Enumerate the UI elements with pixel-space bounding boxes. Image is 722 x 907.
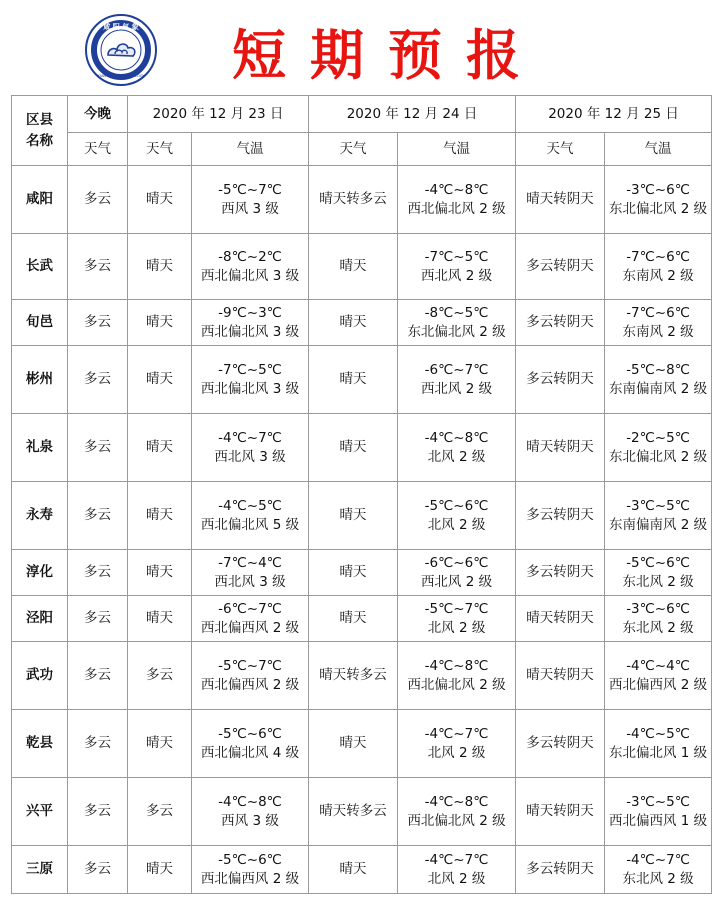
d2-weather: 晴天转多云 [309, 166, 398, 234]
d3-temp-wind [605, 596, 712, 642]
county-name: 彬州 [12, 346, 68, 414]
temperature-range: -7℃~5℃ [218, 361, 282, 378]
d2-weather: 晴天 [309, 482, 398, 550]
temperature-range: -4℃~8℃ [424, 793, 489, 810]
wind-level: 东南风 2 级 [622, 267, 694, 284]
d1-weather: 晴天 [128, 346, 192, 414]
county-name: 泾阳 [12, 596, 68, 642]
d2-weather: 晴天 [309, 300, 398, 346]
d3-temp-header: 气温 [605, 133, 712, 166]
wind-level: 东北偏北风 1 级 [608, 744, 708, 761]
d2-weather: 晴天 [309, 710, 398, 778]
d3-weather: 晴天转阴天 [516, 414, 605, 482]
forecast-rows [12, 166, 712, 894]
tonight-weather-header: 天气 [68, 133, 128, 166]
temperature-range: -9℃~3℃ [218, 304, 282, 321]
wind-level: 西北偏北风 2 级 [407, 812, 506, 829]
d1-temp-wind [192, 550, 309, 596]
d3-temp-wind [605, 346, 712, 414]
d1-temp-wind [192, 414, 309, 482]
temperature-range: -3℃~6℃ [626, 600, 690, 617]
header-row-fields [12, 133, 712, 166]
date-header-3: 2020 年 12 月 25 日 [516, 96, 712, 133]
d2-temp-wind [398, 300, 516, 346]
wind-level: 东南偏南风 2 级 [608, 380, 708, 397]
wind-level: 西北风 3 级 [214, 448, 286, 465]
tonight-weather: 多云 [68, 710, 128, 778]
d2-weather: 晴天 [309, 346, 398, 414]
temperature-range: -6℃~7℃ [424, 361, 489, 378]
d1-weather: 晴天 [128, 414, 192, 482]
county-name: 礼泉 [12, 414, 68, 482]
d2-temp-wind [398, 642, 516, 710]
wind-level: 东北偏北风 2 级 [407, 323, 506, 340]
d3-temp-wind [605, 550, 712, 596]
tonight-weather: 多云 [68, 550, 128, 596]
d1-temp-header: 气温 [192, 133, 309, 166]
tonight-weather: 多云 [68, 234, 128, 300]
temperature-range: -4℃~7℃ [424, 725, 489, 742]
d3-temp-wind [605, 300, 712, 346]
d3-temp-wind [605, 166, 712, 234]
wind-level: 西北风 3 级 [214, 573, 286, 590]
county-name: 武功 [12, 642, 68, 710]
wind-level: 西北偏北风 4 级 [200, 744, 300, 761]
temperature-range: -5℃~7℃ [424, 600, 489, 617]
d1-weather: 晴天 [128, 166, 192, 234]
wind-level: 西北风 2 级 [420, 380, 493, 397]
temperature-range: -5℃~6℃ [626, 554, 690, 571]
table-row [12, 846, 712, 894]
wind-level: 东北风 2 级 [622, 870, 694, 887]
d2-weather: 晴天 [309, 846, 398, 894]
d2-temp-wind [398, 846, 516, 894]
wind-level: 西北偏西风 2 级 [200, 676, 300, 693]
table-row [12, 710, 712, 778]
d1-temp-wind [192, 710, 309, 778]
temperature-range: -3℃~5℃ [626, 497, 690, 514]
wind-level: 北风 2 级 [427, 870, 486, 887]
tonight-weather: 多云 [68, 596, 128, 642]
d2-temp-wind [398, 346, 516, 414]
d3-temp-wind [605, 710, 712, 778]
wind-level: 西北风 2 级 [420, 573, 493, 590]
temperature-range: -2℃~5℃ [626, 429, 690, 446]
date-header-2: 2020 年 12 月 24 日 [309, 96, 516, 133]
temperature-range: -4℃~8℃ [424, 181, 489, 198]
table-row [12, 234, 712, 300]
wind-level: 北风 2 级 [427, 619, 486, 636]
table-row [12, 346, 712, 414]
temperature-range: -6℃~7℃ [218, 600, 282, 617]
d3-weather: 多云转阴天 [516, 846, 605, 894]
wind-level: 西北风 2 级 [420, 267, 493, 284]
table-row [12, 166, 712, 234]
d1-weather-header: 天气 [128, 133, 192, 166]
wind-level: 西北偏北风 3 级 [200, 323, 300, 340]
temperature-range: -4℃~4℃ [626, 657, 690, 674]
temperature-range: -3℃~5℃ [626, 793, 690, 810]
d1-temp-wind [192, 642, 309, 710]
d1-temp-wind [192, 300, 309, 346]
d1-weather: 晴天 [128, 482, 192, 550]
temperature-range: -4℃~7℃ [626, 851, 690, 868]
d2-weather: 晴天 [309, 596, 398, 642]
temperature-range: -5℃~6℃ [218, 851, 282, 868]
d3-weather: 晴天转阴天 [516, 778, 605, 846]
d3-weather: 多云转阴天 [516, 346, 605, 414]
table-row [12, 300, 712, 346]
temperature-range: -5℃~6℃ [218, 725, 282, 742]
logo-caption: XIANYANG METEOROLOGY [97, 74, 145, 78]
tonight-header: 今晚 [68, 96, 128, 133]
temperature-range: -5℃~7℃ [218, 657, 282, 674]
d2-temp-wind [398, 778, 516, 846]
header-row-dates [12, 96, 712, 133]
d1-weather: 晴天 [128, 234, 192, 300]
table-row [12, 550, 712, 596]
d1-temp-wind [192, 346, 309, 414]
d3-temp-wind [605, 846, 712, 894]
tonight-weather: 多云 [68, 414, 128, 482]
temperature-range: -8℃~5℃ [424, 304, 489, 321]
tonight-weather: 多云 [68, 846, 128, 894]
tonight-weather: 多云 [68, 642, 128, 710]
logo-ring-text: 咸 阳 气 象 [103, 23, 139, 31]
temperature-range: -6℃~6℃ [424, 554, 489, 571]
county-name: 旬邑 [12, 300, 68, 346]
tonight-weather: 多云 [68, 300, 128, 346]
d3-weather: 晴天转阴天 [516, 166, 605, 234]
meteorology-logo-icon [84, 13, 158, 87]
temperature-range: -5℃~6℃ [424, 497, 489, 514]
d2-temp-wind [398, 550, 516, 596]
temperature-range: -7℃~5℃ [424, 248, 489, 265]
wind-level: 北风 2 级 [427, 744, 486, 761]
temperature-range: -4℃~7℃ [218, 429, 282, 446]
wind-level: 西北偏北风 3 级 [200, 267, 300, 284]
table-row [12, 482, 712, 550]
wind-level: 西北偏西风 2 级 [200, 870, 300, 887]
d1-temp-wind [192, 778, 309, 846]
d2-weather: 晴天转多云 [309, 778, 398, 846]
d1-weather: 晴天 [128, 846, 192, 894]
temperature-range: -4℃~5℃ [626, 725, 690, 742]
d3-weather: 多云转阴天 [516, 550, 605, 596]
wind-level: 东南偏南风 2 级 [608, 516, 708, 533]
tonight-weather: 多云 [68, 166, 128, 234]
page-title: 短期预报 [232, 23, 544, 87]
d3-temp-wind [605, 778, 712, 846]
temperature-range: -4℃~8℃ [424, 657, 489, 674]
county-name: 三原 [12, 846, 68, 894]
forecast-table [11, 95, 712, 894]
temperature-range: -7℃~4℃ [218, 554, 282, 571]
wind-level: 西风 3 级 [221, 200, 279, 217]
county-name: 淳化 [12, 550, 68, 596]
d3-weather: 晴天转阴天 [516, 642, 605, 710]
d1-temp-wind [192, 596, 309, 642]
d3-temp-wind [605, 234, 712, 300]
d2-temp-wind [398, 710, 516, 778]
d2-weather: 晴天 [309, 414, 398, 482]
wind-level: 西风 3 级 [221, 812, 279, 829]
county-name: 永寿 [12, 482, 68, 550]
d3-temp-wind [605, 482, 712, 550]
temperature-range: -4℃~8℃ [424, 429, 489, 446]
d1-temp-wind [192, 166, 309, 234]
d3-weather: 多云转阴天 [516, 482, 605, 550]
d3-weather: 晴天转阴天 [516, 596, 605, 642]
wind-level: 东南风 2 级 [622, 323, 694, 340]
d2-weather: 晴天 [309, 234, 398, 300]
d2-temp-wind [398, 166, 516, 234]
county-name: 兴平 [12, 778, 68, 846]
wind-level: 东北风 2 级 [622, 573, 694, 590]
county-name: 乾县 [12, 710, 68, 778]
tonight-weather: 多云 [68, 778, 128, 846]
d2-temp-header: 气温 [398, 133, 516, 166]
county-column-header: 区县名称 [12, 96, 68, 166]
date-header-1: 2020 年 12 月 23 日 [128, 96, 309, 133]
d1-temp-wind [192, 234, 309, 300]
table-row [12, 414, 712, 482]
wind-level: 西北偏北风 3 级 [200, 380, 300, 397]
table-row [12, 596, 712, 642]
temperature-range: -7℃~6℃ [626, 304, 690, 321]
d1-weather: 晴天 [128, 550, 192, 596]
temperature-range: -4℃~7℃ [424, 851, 489, 868]
wind-level: 西北偏西风 2 级 [608, 676, 708, 693]
wind-level: 东北风 2 级 [622, 619, 694, 636]
d3-weather: 多云转阴天 [516, 300, 605, 346]
county-name: 咸阳 [12, 166, 68, 234]
wind-level: 西北偏西风 1 级 [608, 812, 708, 829]
table-row [12, 642, 712, 710]
table-row [12, 778, 712, 846]
temperature-range: -5℃~8℃ [626, 361, 690, 378]
county-name: 长武 [12, 234, 68, 300]
d2-weather-header: 天气 [309, 133, 398, 166]
wind-level: 东北偏北风 2 级 [608, 200, 708, 217]
d2-weather: 晴天转多云 [309, 642, 398, 710]
d1-weather: 多云 [128, 778, 192, 846]
d3-weather-header: 天气 [516, 133, 605, 166]
d3-weather: 多云转阴天 [516, 234, 605, 300]
wind-level: 北风 2 级 [427, 516, 486, 533]
d2-weather: 晴天 [309, 550, 398, 596]
d2-temp-wind [398, 414, 516, 482]
temperature-range: -8℃~2℃ [218, 248, 282, 265]
d3-temp-wind [605, 642, 712, 710]
tonight-weather: 多云 [68, 346, 128, 414]
wind-level: 西北偏北风 2 级 [407, 676, 506, 693]
d1-weather: 晴天 [128, 596, 192, 642]
wind-level: 北风 2 级 [427, 448, 486, 465]
wind-level: 西北偏北风 2 级 [407, 200, 506, 217]
page-header [0, 0, 722, 95]
d2-temp-wind [398, 482, 516, 550]
temperature-range: -4℃~5℃ [218, 497, 282, 514]
d2-temp-wind [398, 596, 516, 642]
d2-temp-wind [398, 234, 516, 300]
d1-weather: 晴天 [128, 710, 192, 778]
wind-level: 西北偏北风 5 级 [200, 516, 300, 533]
d3-temp-wind [605, 414, 712, 482]
wind-level: 东北偏北风 2 级 [608, 448, 708, 465]
d1-temp-wind [192, 846, 309, 894]
temperature-range: -5℃~7℃ [218, 181, 282, 198]
temperature-range: -4℃~8℃ [218, 793, 282, 810]
d1-weather: 晴天 [128, 300, 192, 346]
tonight-weather: 多云 [68, 482, 128, 550]
temperature-range: -7℃~6℃ [626, 248, 690, 265]
d3-weather: 多云转阴天 [516, 710, 605, 778]
d1-weather: 多云 [128, 642, 192, 710]
temperature-range: -3℃~6℃ [626, 181, 690, 198]
d1-temp-wind [192, 482, 309, 550]
wind-level: 西北偏西风 2 级 [200, 619, 300, 636]
